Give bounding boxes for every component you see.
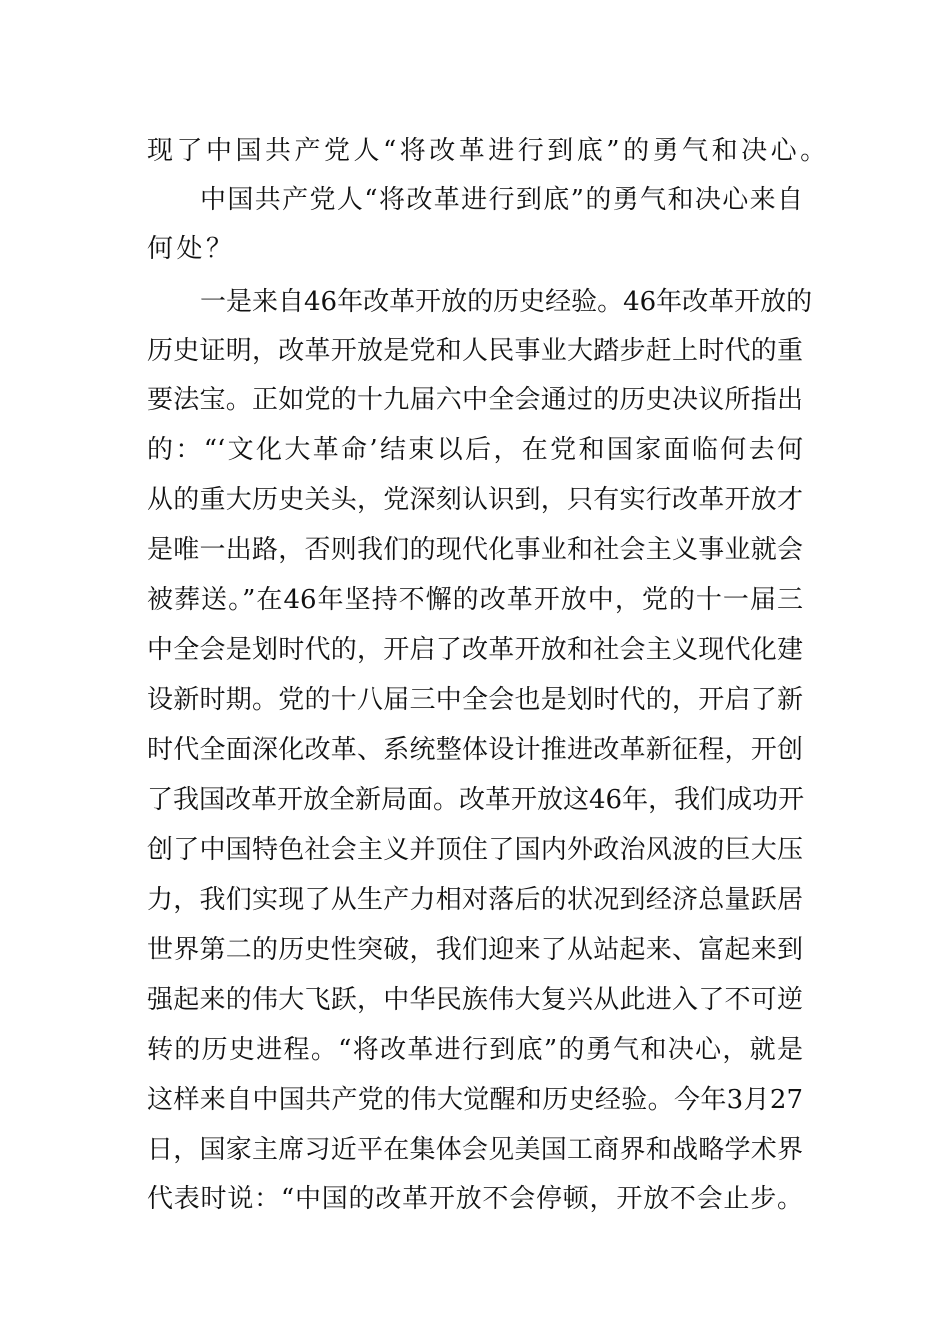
- text-line: 是唯一出路，否则我们的现代化事业和社会主义事业就会: [147, 535, 803, 565]
- text-line: 中全会是划时代的，开启了改革开放和社会主义现代化建: [147, 635, 803, 665]
- text-line: 被葬送。”在46年坚持不懈的改革开放中，党的十一届三: [147, 585, 803, 615]
- text-line: 从的重大历史关头，党深刻认识到，只有实行改革开放才: [147, 485, 803, 515]
- text-line: 时代全面深化改革、系统整体设计推进改革新征程，开创: [147, 735, 803, 765]
- text-line: 创了中国特色社会主义并顶住了国内外政治风波的巨大压: [147, 835, 803, 865]
- text-line: 代表时说：“中国的改革开放不会停顿，开放不会止步。: [147, 1184, 803, 1214]
- text-line: 世界第二的历史性突破，我们迎来了从站起来、富起来到: [147, 935, 803, 965]
- text-line: 了我国改革开放全新局面。改革开放这46年，我们成功开: [147, 785, 805, 815]
- text-line: 转的历史进程。“将改革进行到底”的勇气和决心，就是: [147, 1035, 803, 1065]
- text-line: 的：“‘文化大革命’结束以后，在党和国家面临何去何: [147, 435, 803, 465]
- text-line: 日，国家主席习近平在集体会见美国工商界和战略学术界: [147, 1135, 803, 1165]
- text-line: 历史证明，改革开放是党和人民事业大踏步赶上时代的重: [147, 336, 803, 366]
- text-line: 现了中国共产党人“将改革进行到底”的勇气和决心。: [147, 136, 830, 166]
- text-line: 中国共产党人“将改革进行到底”的勇气和决心来自: [200, 185, 803, 215]
- text-line: 一是来自46年改革开放的历史经验。46年改革开放的: [200, 287, 813, 317]
- text-line: 强起来的伟大飞跃，中华民族伟大复兴从此进入了不可逆: [147, 985, 803, 1015]
- text-line: 力，我们实现了从生产力相对落后的状况到经济总量跃居: [147, 885, 803, 915]
- text-line: 要法宝。正如党的十九届六中全会通过的历史决议所指出: [147, 385, 803, 415]
- text-line: 何处？: [147, 234, 236, 264]
- text-line: 这样来自中国共产党的伟大觉醒和历史经验。今年3月27: [147, 1085, 803, 1115]
- text-line: 设新时期。党的十八届三中全会也是划时代的，开启了新: [147, 685, 803, 715]
